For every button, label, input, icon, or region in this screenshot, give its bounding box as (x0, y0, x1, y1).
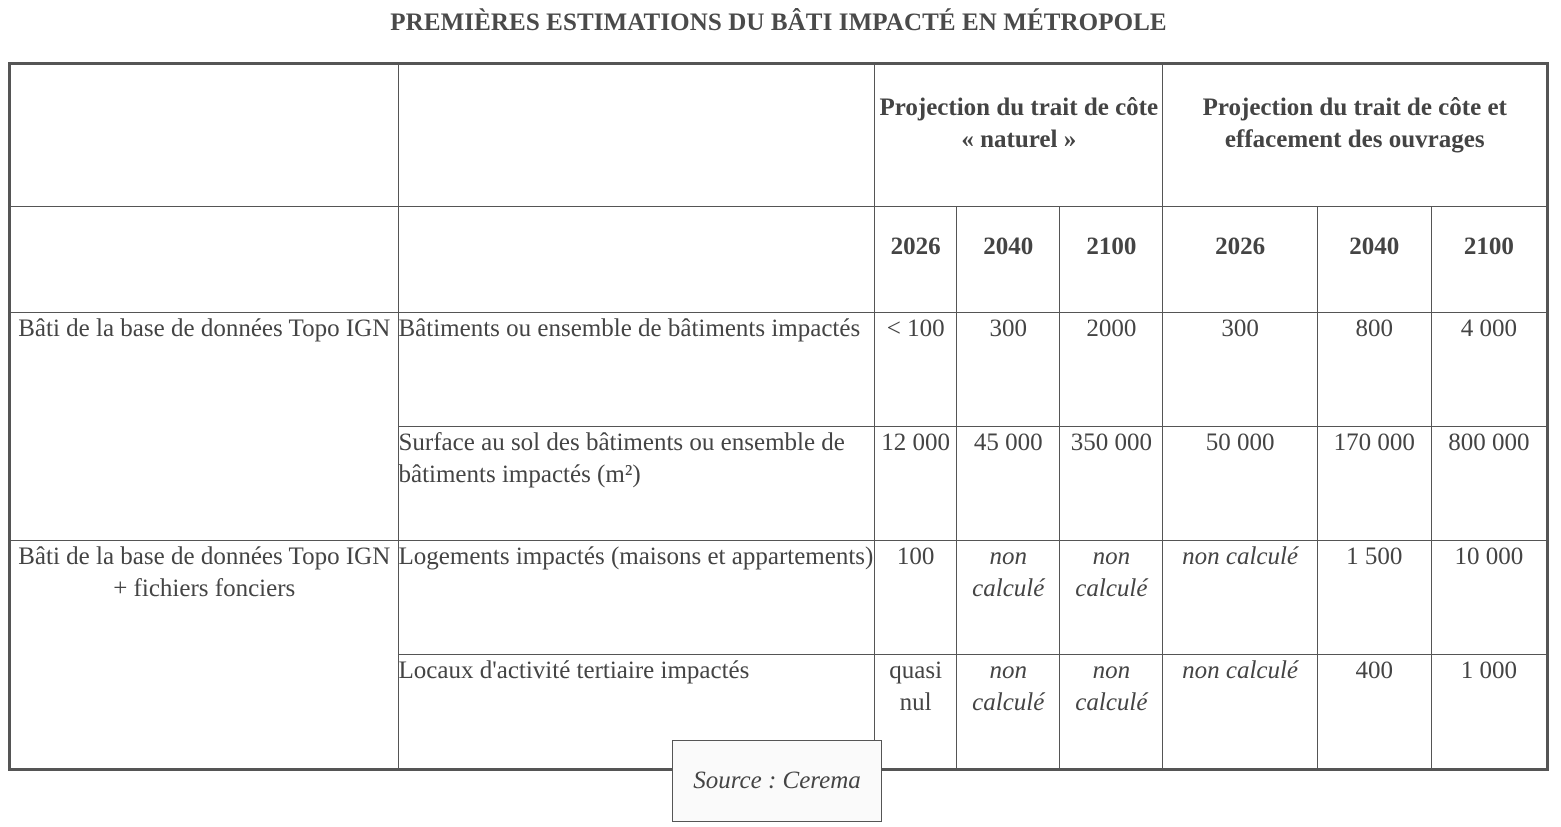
year-header: 2040 (1317, 207, 1431, 313)
category-cell: Bâti de la base de données Topo IGN (10, 313, 399, 541)
value-cell: < 100 (875, 313, 957, 427)
value-cell (1060, 541, 1163, 655)
value-text: non calculé (972, 543, 1045, 602)
value-text: non calculé (972, 657, 1045, 716)
indicator-cell: Locaux d'activité tertiaire impactés (398, 655, 875, 770)
value-cell: 800 000 (1431, 427, 1547, 541)
category-cell: Bâti de la base de données Topo IGN + fichiers fonciers (10, 541, 399, 770)
empty-header-cell (398, 64, 875, 207)
indicator-cell: Surface au sol des bâtiments ou ensemble de bâtiments impactés (m²) (398, 427, 875, 541)
value-cell (1060, 655, 1163, 770)
group-header-effacement: Projection du trait de côte et effacement des ouvrages (1163, 64, 1548, 207)
year-header: 2100 (1060, 207, 1163, 313)
value-cell: 170 000 (1317, 427, 1431, 541)
value-cell (1163, 655, 1317, 770)
value-cell: 1 500 (1317, 541, 1431, 655)
value-cell: 10 000 (1431, 541, 1547, 655)
value-cell: 400 (1317, 655, 1431, 770)
value-cell: 100 (875, 541, 957, 655)
page-title: PREMIÈRES ESTIMATIONS DU BÂTI IMPACTÉ EN MÉTROPOLE (390, 9, 1167, 36)
year-header: 2026 (875, 207, 957, 313)
empty-header-cell (10, 64, 399, 207)
value-cell: 300 (1163, 313, 1317, 427)
year-header: 2026 (1163, 207, 1317, 313)
value-cell: 800 (1317, 313, 1431, 427)
value-cell: 45 000 (957, 427, 1060, 541)
value-cell: 4 000 (1431, 313, 1547, 427)
year-header-row (10, 207, 1548, 313)
value-cell: 1 000 (1431, 655, 1547, 770)
value-cell: 300 (957, 313, 1060, 427)
empty-header-cell (10, 207, 399, 313)
indicator-cell: Logements impactés (maisons et appartements) (398, 541, 875, 655)
value-text: non calculé (1075, 543, 1148, 602)
group-header-row (10, 64, 1548, 207)
value-cell: 2000 (1060, 313, 1163, 427)
table-row (10, 541, 1548, 655)
value-text: non calculé (1182, 543, 1299, 570)
value-cell: 350 000 (1060, 427, 1163, 541)
value-text: non calculé (1182, 657, 1299, 684)
value-cell: 12 000 (875, 427, 957, 541)
table-row (10, 313, 1548, 427)
source-caption: Source : Cerema (672, 740, 882, 822)
year-header: 2100 (1431, 207, 1547, 313)
value-cell (1163, 541, 1317, 655)
value-text: non calculé (1075, 657, 1148, 716)
value-cell: 50 000 (1163, 427, 1317, 541)
empty-header-cell (398, 207, 875, 313)
value-cell (957, 655, 1060, 770)
year-header: 2040 (957, 207, 1060, 313)
indicator-cell: Bâtiments ou ensemble de bâtiments impactés (398, 313, 875, 427)
data-table (8, 62, 1549, 771)
value-cell (957, 541, 1060, 655)
value-cell: quasi nul (875, 655, 957, 770)
group-header-naturel: Projection du trait de côte « naturel » (875, 64, 1163, 207)
